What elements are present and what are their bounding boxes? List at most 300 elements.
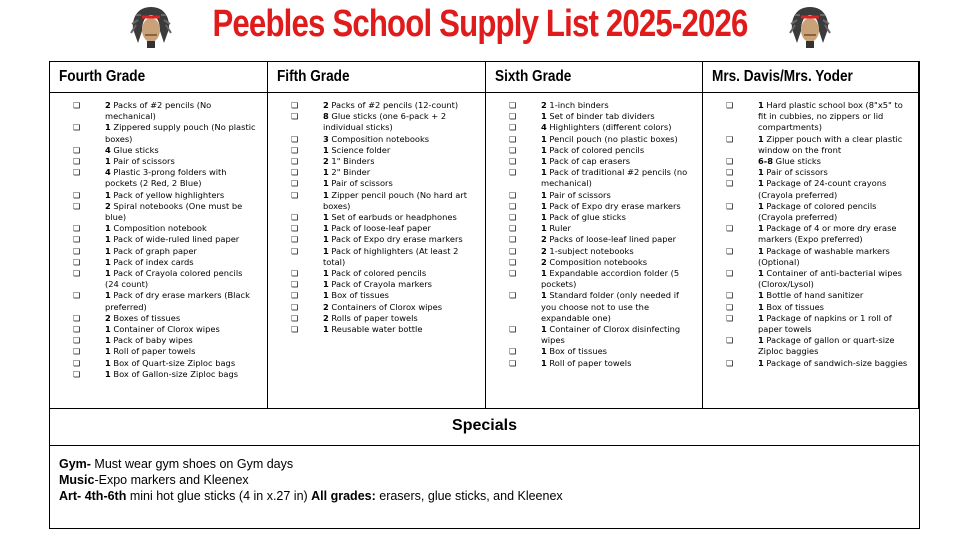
- item-quantity: 1: [758, 268, 764, 279]
- item-quantity: 1: [323, 245, 329, 256]
- item-quantity: 1: [541, 200, 547, 211]
- column-sixth-grade: [486, 62, 703, 408]
- item-text: Pack of Crayola markers: [328, 279, 432, 290]
- supply-item: [486, 100, 702, 111]
- checkbox-icon: ❏: [509, 168, 517, 178]
- supply-table: [49, 61, 920, 529]
- supply-item: [486, 324, 702, 346]
- item-text: Container of anti-bacterial wipes (Clorox/Lysol): [758, 268, 902, 290]
- column-heading: Mrs. Davis/Mrs. Yoder: [712, 68, 853, 85]
- page-title: Peebles School Supply List 2025-2026: [212, 3, 748, 45]
- music-note: [59, 472, 563, 488]
- item-quantity: 2: [323, 156, 329, 167]
- item-text: Pack of Crayola colored pencils (24 count): [105, 268, 243, 290]
- item-text: 1-inch binders: [546, 100, 609, 110]
- checkbox-icon: ❏: [726, 246, 734, 256]
- item-quantity: 1: [323, 290, 329, 301]
- supply-item: [50, 122, 267, 144]
- item-quantity: 1: [541, 156, 547, 167]
- checkbox-icon: ❏: [291, 101, 299, 110]
- specials-notes: [59, 456, 563, 504]
- item-text: Pack of index cards: [110, 256, 194, 267]
- item-text: Standard folder (only needed if you choose not to use the expandable one): [541, 290, 679, 323]
- checkbox-icon: ❏: [726, 179, 734, 189]
- item-quantity: 1: [105, 346, 111, 357]
- item-text: Pack of dry erase markers (Black preferred): [105, 290, 250, 312]
- item-text: Bottle of hand sanitizer: [763, 290, 864, 301]
- item-text: Zippered supply pouch (No plastic boxes): [105, 122, 256, 144]
- column-fourth-grade: [50, 62, 268, 408]
- checkbox-icon: ❏: [726, 224, 734, 234]
- supply-item: [268, 313, 485, 324]
- supply-item: [50, 234, 267, 245]
- specials-heading: Specials: [452, 417, 517, 434]
- item-text: Zipper pencil pouch (No hard art boxes): [323, 189, 468, 211]
- item-text: Zipper pouch with a clear plastic window on the front: [758, 133, 903, 155]
- gym-text: Must wear gym shoes on Gym days: [90, 457, 294, 471]
- checkbox-icon: ❏: [73, 168, 81, 178]
- supply-item: [268, 234, 485, 245]
- item-quantity: 1: [541, 223, 547, 234]
- supply-item: [703, 246, 918, 268]
- item-quantity: 2: [323, 312, 329, 323]
- checkbox-icon: ❏: [291, 213, 299, 223]
- supply-item: [486, 268, 702, 290]
- checkbox-icon: ❏: [509, 101, 517, 110]
- supply-item: [703, 134, 918, 156]
- item-quantity: 1: [105, 189, 111, 200]
- item-text: 1" Binders: [328, 156, 375, 167]
- item-text: Pair of scissors: [110, 156, 175, 167]
- item-text: Science folder: [328, 144, 391, 155]
- checkbox-icon: ❏: [291, 112, 299, 122]
- item-text: Pair of scissors: [546, 189, 611, 200]
- checkbox-icon: ❏: [726, 168, 734, 178]
- item-text: Pair of scissors: [328, 178, 393, 189]
- item-quantity: 1: [758, 335, 764, 346]
- supply-item: [50, 167, 267, 189]
- supply-list: [486, 100, 702, 369]
- supply-item: [50, 257, 267, 268]
- item-text: Reusable water bottle: [328, 324, 423, 335]
- item-text: Pack of glue sticks: [546, 212, 626, 223]
- supply-item: [486, 145, 702, 156]
- checkbox-icon: ❏: [73, 257, 81, 267]
- supply-item: [703, 167, 918, 178]
- chief-headdress-logo-icon: [787, 3, 833, 49]
- supply-item: [50, 290, 267, 312]
- item-quantity: 8: [323, 111, 329, 122]
- item-quantity: 1: [758, 100, 764, 110]
- item-text: Box of Quart-size Ziploc bags: [110, 357, 236, 368]
- checkbox-icon: ❏: [73, 269, 81, 279]
- item-quantity: 1: [323, 144, 329, 155]
- supply-item: [268, 100, 485, 111]
- supply-item: [268, 290, 485, 301]
- supply-item: [268, 246, 485, 268]
- supply-item: [486, 111, 702, 122]
- item-quantity: 1: [758, 133, 764, 144]
- item-text: Pack of traditional #2 pencils (no mechanical): [541, 167, 688, 189]
- item-text: Package of colored pencils (Crayola preferred): [758, 200, 877, 223]
- item-text: Boxes of tissues: [110, 312, 181, 323]
- checkbox-icon: ❏: [291, 168, 299, 178]
- item-quantity: 1: [541, 346, 547, 357]
- checkbox-icon: ❏: [291, 269, 299, 279]
- checkbox-icon: ❏: [509, 224, 517, 234]
- checkbox-icon: ❏: [73, 291, 81, 301]
- item-text: Pack of graph paper: [110, 245, 197, 256]
- supply-item: [486, 358, 702, 369]
- item-text: Glue sticks: [110, 144, 159, 155]
- item-quantity: 1: [758, 223, 764, 234]
- item-text: Packs of #2 pencils (No mechanical): [105, 100, 212, 122]
- checkbox-icon: ❏: [291, 313, 299, 323]
- checkbox-icon: ❏: [509, 235, 517, 245]
- supply-item: [50, 335, 267, 346]
- supply-item: [486, 257, 702, 268]
- item-text: Pack of colored pencils: [328, 268, 427, 279]
- item-text: Box of Gallon-size Ziploc bags: [110, 368, 239, 379]
- supply-item: [703, 358, 918, 369]
- item-quantity: 4: [541, 122, 547, 133]
- supply-item: [268, 302, 485, 313]
- supply-item: [486, 134, 702, 145]
- item-quantity: 1: [105, 245, 111, 256]
- item-quantity: 1: [323, 279, 329, 290]
- supply-item: [50, 358, 267, 369]
- item-quantity: 4: [105, 144, 111, 155]
- checkbox-icon: ❏: [726, 358, 734, 368]
- checkbox-icon: ❏: [291, 134, 299, 144]
- column-davis-yoder: [703, 62, 919, 408]
- supply-item: [50, 369, 267, 380]
- item-quantity: 1: [105, 335, 111, 346]
- supply-item: [268, 167, 485, 178]
- item-quantity: 1: [105, 122, 111, 133]
- checkbox-icon: ❏: [73, 157, 81, 167]
- item-text: Composition notebook: [110, 223, 207, 234]
- item-text: Packs of loose-leaf lined paper: [546, 234, 677, 245]
- supply-item: [50, 246, 267, 257]
- column-heading: Sixth Grade: [495, 68, 572, 85]
- supply-item: [703, 313, 918, 335]
- item-text: Box of tissues: [328, 290, 390, 301]
- supply-item: [703, 290, 918, 301]
- page-header: [0, 0, 960, 52]
- checkbox-icon: ❏: [73, 336, 81, 346]
- item-quantity: 2: [541, 256, 547, 267]
- item-quantity: 1: [323, 234, 329, 245]
- art-text: mini hot glue sticks (4 in x.27 in): [126, 489, 312, 503]
- item-quantity: 1: [541, 189, 547, 200]
- gym-label: Gym-: [59, 457, 91, 471]
- item-quantity: 2: [541, 100, 547, 110]
- item-text: Box of tissues: [546, 346, 608, 357]
- item-quantity: 1: [541, 167, 547, 178]
- item-quantity: 1: [323, 268, 329, 279]
- checkbox-icon: ❏: [73, 101, 81, 110]
- checkbox-icon: ❏: [73, 201, 81, 211]
- checkbox-icon: ❏: [73, 313, 81, 323]
- supply-item: [50, 346, 267, 357]
- item-quantity: 4: [105, 167, 111, 178]
- supply-item: [50, 268, 267, 290]
- gym-note: [59, 456, 563, 472]
- item-quantity: 1: [323, 212, 329, 223]
- supply-item: [50, 156, 267, 167]
- supply-item: [486, 201, 702, 212]
- checkbox-icon: ❏: [509, 123, 517, 133]
- supply-item: [486, 190, 702, 201]
- item-quantity: 1: [758, 290, 764, 301]
- checkbox-icon: ❏: [726, 291, 734, 301]
- supply-item: [268, 190, 485, 212]
- item-text: Pack of cap erasers: [546, 156, 631, 167]
- checkbox-icon: ❏: [291, 325, 299, 335]
- column-heading: Fourth Grade: [59, 68, 146, 85]
- checkbox-icon: ❏: [73, 325, 81, 335]
- checkbox-icon: ❏: [73, 358, 81, 368]
- item-quantity: 1: [105, 368, 111, 379]
- item-quantity: 1: [323, 189, 329, 200]
- item-quantity: 1: [105, 268, 111, 279]
- item-quantity: 1: [758, 200, 764, 211]
- item-text: Set of earbuds or headphones: [328, 212, 457, 223]
- item-quantity: 1: [541, 357, 547, 368]
- checkbox-icon: ❏: [726, 302, 734, 312]
- checkbox-icon: ❏: [509, 134, 517, 144]
- checkbox-icon: ❏: [726, 134, 734, 144]
- item-text: Pair of scissors: [763, 167, 828, 178]
- supply-item: [268, 212, 485, 223]
- checkbox-icon: ❏: [291, 224, 299, 234]
- item-quantity: 2: [105, 312, 111, 323]
- art-note: [59, 488, 563, 504]
- checkbox-icon: ❏: [509, 291, 517, 301]
- supply-item: [703, 178, 918, 200]
- supply-item: [268, 156, 485, 167]
- item-text: Glue sticks: [773, 156, 821, 167]
- item-quantity: 2: [105, 100, 111, 110]
- checkbox-icon: ❏: [509, 246, 517, 256]
- item-text: Composition notebooks: [546, 256, 648, 267]
- item-quantity: 1: [323, 324, 329, 335]
- item-text: 2" Binder: [328, 167, 371, 178]
- checkbox-icon: ❏: [73, 369, 81, 379]
- item-quantity: 1: [105, 357, 111, 368]
- supply-item: [50, 145, 267, 156]
- checkbox-icon: ❏: [73, 235, 81, 245]
- supply-item: [486, 167, 702, 189]
- item-text: Package of 4 or more dry erase markers (Expo preferred): [758, 223, 897, 245]
- checkbox-icon: ❏: [73, 224, 81, 234]
- item-text: Container of Clorox wipes: [110, 324, 220, 335]
- item-quantity: 1: [758, 178, 764, 189]
- item-quantity: 1: [758, 245, 764, 256]
- column-heading: Fifth Grade: [277, 68, 350, 85]
- music-text: -Expo markers and Kleenex: [94, 473, 249, 487]
- supply-item: [268, 178, 485, 189]
- item-text: Pack of Expo dry erase markers: [546, 200, 681, 211]
- checkbox-icon: ❏: [73, 347, 81, 357]
- item-text: Glue sticks (one 6-pack + 2 individual sticks): [323, 111, 447, 133]
- item-quantity: 1: [541, 111, 547, 122]
- supply-item: [268, 223, 485, 234]
- supply-item: [703, 302, 918, 313]
- supply-item: [486, 122, 702, 133]
- checkbox-icon: ❏: [73, 190, 81, 200]
- item-text: 1-subject notebooks: [546, 245, 634, 256]
- item-text: Expandable accordion folder (5 pockets): [541, 268, 680, 290]
- item-text: Hard plastic school box (8"x5" to fit in cubbies, no zippers or lid compartments): [758, 100, 903, 133]
- checkbox-icon: ❏: [291, 179, 299, 189]
- all-grades-label: All grades:: [311, 489, 376, 503]
- checkbox-icon: ❏: [726, 157, 734, 167]
- item-text: Rolls of paper towels: [328, 312, 418, 323]
- checkbox-icon: ❏: [291, 246, 299, 256]
- item-text: Box of tissues: [763, 301, 825, 312]
- item-quantity: 1: [541, 290, 547, 301]
- item-text: Container of Clorox disinfecting wipes: [541, 324, 681, 346]
- item-text: Pack of Expo dry erase markers: [328, 234, 463, 245]
- item-text: Pack of highlighters (At least 2 total): [323, 245, 459, 267]
- supply-item: [703, 268, 918, 290]
- supply-item: [50, 190, 267, 201]
- supply-list: [703, 100, 918, 369]
- item-text: Package of 24-count crayons (Crayola preferred): [758, 178, 887, 200]
- checkbox-icon: ❏: [509, 325, 517, 335]
- item-text: Pack of yellow highlighters: [110, 189, 225, 200]
- item-quantity: 6-8: [758, 156, 773, 167]
- checkbox-icon: ❏: [291, 291, 299, 301]
- supply-item: [268, 268, 485, 279]
- item-text: Pencil pouch (no plastic boxes): [546, 133, 678, 144]
- checkbox-icon: ❏: [509, 201, 517, 211]
- item-text: Highlighters (different colors): [546, 122, 672, 133]
- item-text: Pack of baby wipes: [110, 335, 193, 346]
- item-quantity: 1: [758, 357, 764, 368]
- supply-item: [486, 234, 702, 245]
- item-quantity: 2: [323, 301, 329, 312]
- item-quantity: 1: [323, 178, 329, 189]
- checkbox-icon: ❏: [726, 336, 734, 346]
- supply-item: [486, 346, 702, 357]
- item-quantity: 1: [105, 156, 111, 167]
- checkbox-icon: ❏: [73, 246, 81, 256]
- checkbox-icon: ❏: [291, 280, 299, 290]
- item-quantity: 2: [323, 100, 329, 110]
- supply-item: [50, 100, 267, 122]
- item-quantity: 2: [541, 245, 547, 256]
- supply-list: [50, 100, 267, 380]
- item-text: Pack of loose-leaf paper: [328, 223, 431, 234]
- checkbox-icon: ❏: [726, 101, 734, 110]
- supply-item: [703, 100, 918, 134]
- supply-item: [268, 111, 485, 133]
- music-label: Music: [59, 473, 95, 487]
- item-quantity: 1: [758, 167, 764, 178]
- supply-item: [268, 134, 485, 145]
- checkbox-icon: ❏: [291, 190, 299, 200]
- item-quantity: 1: [541, 268, 547, 279]
- checkbox-icon: ❏: [509, 257, 517, 267]
- item-quantity: 1: [105, 290, 111, 301]
- item-text: Package of napkins or 1 roll of paper towels: [758, 312, 892, 335]
- checkbox-icon: ❏: [509, 112, 517, 122]
- checkbox-icon: ❏: [726, 313, 734, 323]
- supply-item: [50, 201, 267, 223]
- supply-item: [50, 223, 267, 234]
- item-text: Roll of paper towels: [546, 357, 632, 368]
- checkbox-icon: ❏: [509, 269, 517, 279]
- item-text: Package of washable markers (Optional): [758, 245, 890, 267]
- checkbox-icon: ❏: [73, 145, 81, 155]
- item-text: Set of binder tab dividers: [546, 111, 655, 122]
- specials-header-row: [50, 408, 919, 446]
- item-text: Plastic 3-prong folders with pockets (2 Red, 2 Blue): [105, 167, 227, 189]
- supply-item: [268, 279, 485, 290]
- supply-item: [703, 201, 918, 223]
- item-quantity: 2: [105, 200, 111, 211]
- checkbox-icon: ❏: [291, 157, 299, 167]
- supply-item: [268, 145, 485, 156]
- item-text: Ruler: [546, 223, 571, 234]
- item-quantity: 1: [105, 324, 111, 335]
- item-quantity: 3: [323, 133, 329, 144]
- item-quantity: 1: [105, 223, 111, 234]
- checkbox-icon: ❏: [726, 269, 734, 279]
- checkbox-icon: ❏: [509, 213, 517, 223]
- supply-item: [486, 212, 702, 223]
- item-quantity: 1: [758, 312, 764, 323]
- supply-item: [703, 156, 918, 167]
- item-text: Package of sandwich-size baggies: [763, 357, 908, 368]
- art-label: Art- 4th-6th: [59, 489, 127, 503]
- supply-item: [50, 313, 267, 324]
- item-text: Pack of colored pencils: [546, 144, 645, 155]
- checkbox-icon: ❏: [509, 190, 517, 200]
- item-text: Spiral notebooks (One must be blue): [105, 200, 243, 223]
- item-text: Package of gallon or quart-size Ziploc baggies: [758, 335, 895, 357]
- item-quantity: 1: [105, 234, 111, 245]
- supply-item: [486, 246, 702, 257]
- item-quantity: 1: [323, 223, 329, 234]
- item-quantity: 1: [758, 301, 764, 312]
- supply-item: [486, 156, 702, 167]
- supply-item: [268, 324, 485, 335]
- supply-item: [703, 223, 918, 245]
- supply-item: [703, 335, 918, 357]
- checkbox-icon: ❏: [509, 358, 517, 368]
- item-text: Composition notebooks: [328, 133, 430, 144]
- checkbox-icon: ❏: [509, 157, 517, 167]
- supply-item: [486, 223, 702, 234]
- item-quantity: 1: [541, 144, 547, 155]
- supply-item: [486, 290, 702, 324]
- item-text: Pack of wide-ruled lined paper: [110, 234, 240, 245]
- item-text: Containers of Clorox wipes: [328, 301, 443, 312]
- supply-list: [268, 100, 485, 335]
- checkbox-icon: ❏: [291, 145, 299, 155]
- all-grades-text: erasers, glue sticks, and Kleenex: [375, 489, 563, 503]
- item-text: Roll of paper towels: [110, 346, 196, 357]
- item-quantity: 2: [541, 234, 547, 245]
- item-quantity: 1: [541, 133, 547, 144]
- checkbox-icon: ❏: [509, 145, 517, 155]
- column-fifth-grade: [268, 62, 486, 408]
- supply-item: [50, 324, 267, 335]
